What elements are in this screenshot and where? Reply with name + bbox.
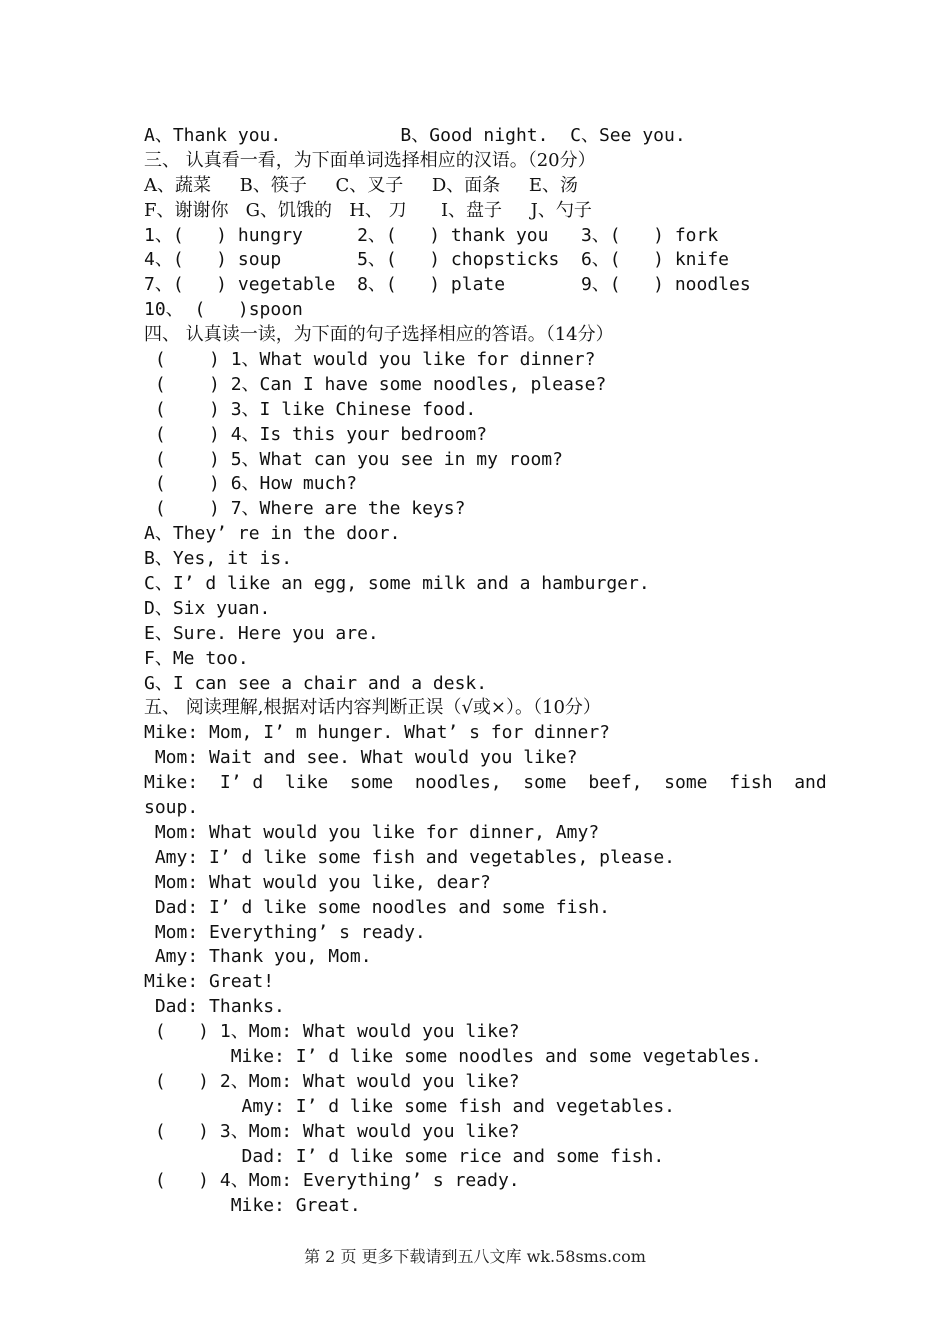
- question-line: ( ) 6、How much?: [144, 473, 358, 495]
- dialogue-line: Mom: Wait and see. What would you like?: [144, 747, 578, 769]
- answer-line: F、Me too.: [144, 647, 249, 669]
- answer-line: D、Six yuan.: [144, 597, 271, 619]
- judgement-answer: Mike: I’ d like some noodles and some vegetables.: [144, 1045, 762, 1067]
- section-3-heading: 三、 认真看一看，为下面单词选择相应的汉语。（20分）: [144, 149, 596, 171]
- question-line: ( ) 4、Is this your bedroom?: [144, 423, 488, 445]
- judgement-question: ( ) 3、Mom: What would you like?: [144, 1120, 520, 1142]
- chinese-options-row-2: F、谢谢你 G、饥饿的 H、 刀 I、盘子 J、勺子: [144, 199, 592, 221]
- question-line: ( ) 1、What would you like for dinner?: [144, 349, 596, 371]
- answer-line: C、I’ d like an egg, some milk and a hamburger.: [144, 573, 650, 595]
- question-line: ( ) 7、Where are the keys?: [144, 498, 466, 520]
- section-4-heading: 四、 认真读一读，为下面的句子选择相应的答语。（14分）: [144, 324, 614, 346]
- word-match-row-2: 4、( ) soup 5、( ) chopsticks 6、( ) knife: [144, 249, 730, 271]
- judgement-answer: Amy: I’ d like some fish and vegetables.: [144, 1095, 676, 1117]
- dialogue-line: Mike: I’ d like some noodles, some beef, some fish and: [144, 772, 827, 794]
- judgement-question: ( ) 4、Mom: Everything’ s ready.: [144, 1170, 520, 1192]
- dialogue-line: Mom: What would you like for dinner, Amy?: [144, 821, 600, 843]
- dialogue-line: Mom: What would you like, dear?: [144, 871, 491, 893]
- answer-line: E、Sure. Here you are.: [144, 622, 379, 644]
- question-line: ( ) 3、I like Chinese food.: [144, 398, 477, 420]
- dialogue-line: Amy: I’ d like some fish and vegetables, please.: [144, 846, 676, 868]
- judgement-answer: Dad: I’ d like some rice and some fish.: [144, 1145, 665, 1167]
- chinese-options-row-1: A、蔬菜 B、筷子 C、叉子 D、面条 E、汤: [144, 174, 579, 196]
- judgement-question: ( ) 2、Mom: What would you like?: [144, 1070, 520, 1092]
- question-line: ( ) 2、Can I have some noodles, please?: [144, 373, 607, 395]
- dialogue-line: Dad: Thanks.: [144, 996, 285, 1018]
- document-body: [144, 124, 844, 1219]
- dialogue-line: Mike: Great!: [144, 971, 275, 993]
- question-line: ( ) 5、What can you see in my room?: [144, 448, 563, 470]
- dialogue-line: Mike: Mom, I’ m hunger. What’ s for dinner?: [144, 722, 610, 744]
- answer-line: A、They’ re in the door.: [144, 523, 401, 545]
- dialogue-line: Mom: Everything’ s ready.: [144, 921, 426, 943]
- section-5-heading: 五、 阅读理解,根据对话内容判断正误（√或×）。（10分）: [144, 697, 601, 719]
- dialogue-line: Amy: Thank you, Mom.: [144, 946, 372, 968]
- dialogue-line: soup.: [144, 797, 199, 819]
- judgement-answer: Mike: Great.: [144, 1195, 361, 1217]
- dialogue-line: Dad: I’ d like some noodles and some fish.: [144, 896, 610, 918]
- word-match-row-1: 1、( ) hungry 2、( ) thank you 3、( ) fork: [144, 224, 719, 246]
- answer-line: B、Yes, it is.: [144, 548, 293, 570]
- page-footer: 第 2 页 更多下载请到五八文库 wk.58sms.com: [304, 1247, 646, 1266]
- word-match-row-3: 7、( ) vegetable 8、( ) plate 9、( ) noodles: [144, 274, 751, 296]
- answer-line: G、I can see a chair and a desk.: [144, 672, 488, 694]
- judgement-question: ( ) 1、Mom: What would you like?: [144, 1021, 520, 1043]
- answer-options-line: A、Thank you. B、Good night. C、See you.: [144, 125, 686, 146]
- word-match-row-4: 10、 ( )spoon: [144, 299, 303, 321]
